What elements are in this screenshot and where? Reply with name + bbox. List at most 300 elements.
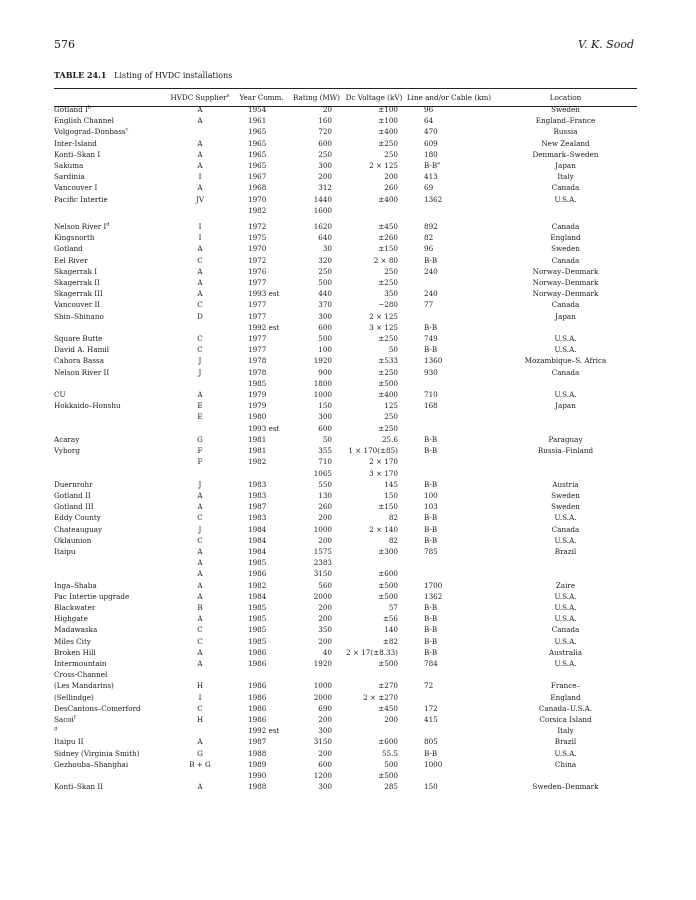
cell-voltage bbox=[344, 149, 404, 160]
cell-rating bbox=[289, 512, 344, 523]
cell-voltage bbox=[344, 456, 404, 467]
cell-location bbox=[494, 205, 637, 216]
year-value: 1985 bbox=[248, 378, 267, 388]
location-value: Italy bbox=[557, 172, 574, 182]
cell-year bbox=[234, 692, 289, 703]
cell-voltage bbox=[344, 182, 404, 193]
voltage-value: ±450 bbox=[378, 703, 398, 713]
year-value: 1984 bbox=[248, 524, 267, 534]
line-value: 609 bbox=[424, 138, 438, 148]
cell-location bbox=[494, 669, 637, 680]
location-value: China bbox=[554, 759, 577, 769]
voltage-value: 140 bbox=[384, 625, 398, 635]
cell-name bbox=[54, 288, 166, 299]
voltage-value: ±500 bbox=[378, 770, 398, 780]
table-row bbox=[54, 501, 637, 512]
cell-location bbox=[494, 624, 637, 635]
line-value: 96 bbox=[424, 105, 434, 114]
cell-rating bbox=[289, 524, 344, 535]
year-value: 1986 bbox=[248, 681, 267, 691]
year-value: 1979 bbox=[248, 401, 267, 411]
voltage-value: 250 bbox=[384, 149, 398, 159]
installation-name: Kingsnorth bbox=[54, 233, 95, 243]
rating-value: 690 bbox=[318, 703, 332, 713]
cell-supplier bbox=[166, 126, 234, 137]
footnote-marker: b bbox=[87, 104, 92, 111]
line-value: B-B bbox=[424, 161, 438, 171]
rating-value: 2000 bbox=[313, 591, 332, 601]
line-value: 1360 bbox=[424, 356, 443, 366]
supplier-value: A bbox=[197, 138, 203, 148]
table-row bbox=[54, 194, 637, 205]
cell-year bbox=[234, 149, 289, 160]
rating-value: 320 bbox=[318, 255, 332, 265]
cell-voltage bbox=[344, 138, 404, 149]
location-value: England–France bbox=[535, 116, 596, 126]
cell-location bbox=[494, 736, 637, 747]
installation-name: Miles City bbox=[54, 636, 91, 646]
cell-voltage bbox=[344, 591, 404, 602]
year-value: 1984 bbox=[248, 546, 267, 556]
installation-name: Nelson River I bbox=[54, 222, 107, 232]
cell-name bbox=[54, 149, 166, 160]
line-value: B-B bbox=[424, 479, 438, 489]
table-caption-label: TABLE 24.1 bbox=[54, 70, 107, 80]
cell-supplier bbox=[166, 613, 234, 624]
voltage-value: ±400 bbox=[378, 194, 398, 204]
cell-rating bbox=[289, 138, 344, 149]
voltage-value: 2 × 140 bbox=[369, 524, 398, 534]
voltage-value: 500 bbox=[384, 759, 398, 769]
voltage-value: 250 bbox=[384, 266, 398, 276]
year-value: 1978 bbox=[248, 367, 267, 377]
cell-year bbox=[234, 456, 289, 467]
cell-voltage bbox=[344, 613, 404, 624]
cell-year bbox=[234, 400, 289, 411]
cell-voltage bbox=[344, 636, 404, 647]
supplier-value: A bbox=[197, 390, 203, 400]
voltage-value: ±500 bbox=[378, 658, 398, 668]
cell-line bbox=[404, 288, 494, 299]
voltage-value: ±260 bbox=[378, 233, 398, 243]
cell-year bbox=[234, 288, 289, 299]
installation-name: Sacoi bbox=[54, 714, 74, 724]
cell-rating bbox=[289, 355, 344, 366]
cell-supplier bbox=[166, 781, 234, 792]
line-value: 150 bbox=[424, 782, 438, 792]
year-value: 1983 bbox=[248, 479, 267, 489]
cell-voltage bbox=[344, 557, 404, 568]
cell-rating bbox=[289, 636, 344, 647]
installation-name: Vancouver I bbox=[54, 183, 98, 193]
installation-name: Cahora Bassa bbox=[54, 356, 104, 366]
location-value: Sweden–Denmark bbox=[532, 782, 599, 792]
cell-voltage bbox=[344, 126, 404, 137]
year-value: 1988 bbox=[248, 748, 267, 758]
cell-rating bbox=[289, 115, 344, 126]
voltage-value: 3 × 170 bbox=[369, 468, 398, 478]
line-value: 413 bbox=[424, 172, 438, 182]
cell-rating bbox=[289, 736, 344, 747]
installation-name: Blackwater bbox=[54, 602, 96, 612]
table-top-rule bbox=[54, 88, 637, 89]
cell-supplier bbox=[166, 205, 234, 216]
cell-year bbox=[234, 434, 289, 445]
cell-year bbox=[234, 725, 289, 736]
year-value: 1984 bbox=[248, 591, 267, 601]
cell-rating bbox=[289, 182, 344, 193]
table-row bbox=[54, 669, 637, 680]
cell-location bbox=[494, 243, 637, 254]
supplier-value: H bbox=[196, 714, 204, 724]
year-value: 1986 bbox=[248, 569, 267, 579]
table-row bbox=[54, 748, 637, 759]
year-value: 1986 bbox=[248, 703, 267, 713]
cell-supplier bbox=[166, 434, 234, 445]
cell-line bbox=[404, 546, 494, 557]
rating-value: 355 bbox=[318, 446, 332, 456]
cell-year bbox=[234, 311, 289, 322]
line-value: 72 bbox=[424, 681, 434, 691]
cell-line bbox=[404, 501, 494, 512]
cell-voltage bbox=[344, 243, 404, 254]
supplier-value: A bbox=[197, 105, 203, 114]
cell-line bbox=[404, 243, 494, 254]
supplier-value: A bbox=[197, 558, 203, 568]
rating-value: 200 bbox=[318, 513, 332, 523]
supplier-value: J bbox=[198, 479, 202, 489]
table-row bbox=[54, 389, 637, 400]
cell-supplier bbox=[166, 714, 234, 725]
year-value: 1988 bbox=[248, 782, 267, 792]
cell-location bbox=[494, 182, 637, 193]
supplier-value: C bbox=[197, 255, 203, 265]
cell-line bbox=[404, 400, 494, 411]
cell-supplier bbox=[166, 232, 234, 243]
cell-voltage bbox=[344, 703, 404, 714]
cell-year bbox=[234, 266, 289, 277]
table-row bbox=[54, 221, 637, 232]
table-row bbox=[54, 182, 637, 193]
cell-line bbox=[404, 703, 494, 714]
location-value: Canada bbox=[551, 300, 580, 310]
installation-name: CU bbox=[54, 390, 66, 400]
location-value: Zaire bbox=[555, 580, 576, 590]
supplier-value: A bbox=[197, 737, 203, 747]
cell-rating bbox=[289, 770, 344, 781]
rating-value: 200 bbox=[318, 614, 332, 624]
year-value: 1983 bbox=[248, 513, 267, 523]
cell-supplier bbox=[166, 490, 234, 501]
cell-voltage bbox=[344, 501, 404, 512]
cell-voltage bbox=[344, 355, 404, 366]
year-value: 1961 bbox=[248, 116, 267, 126]
cell-year bbox=[234, 232, 289, 243]
cell-rating bbox=[289, 445, 344, 456]
cell-voltage bbox=[344, 602, 404, 613]
cell-location bbox=[494, 680, 637, 691]
cell-year bbox=[234, 344, 289, 355]
cell-year bbox=[234, 299, 289, 310]
voltage-value: 82 bbox=[388, 513, 398, 523]
installation-name: Sakuma bbox=[54, 161, 84, 171]
cell-rating bbox=[289, 126, 344, 137]
cell-line bbox=[404, 333, 494, 344]
location-value: Corsica Island bbox=[539, 714, 592, 724]
cell-supplier bbox=[166, 423, 234, 434]
cell-name bbox=[54, 669, 166, 680]
cell-supplier bbox=[166, 266, 234, 277]
line-value: B-B bbox=[424, 322, 438, 332]
table-row bbox=[54, 288, 637, 299]
year-value: 1976 bbox=[248, 266, 267, 276]
cell-line bbox=[404, 434, 494, 445]
table-header-row bbox=[54, 90, 637, 104]
table-row bbox=[54, 613, 637, 624]
cell-rating bbox=[289, 501, 344, 512]
cell-voltage bbox=[344, 171, 404, 182]
cell-location bbox=[494, 714, 637, 725]
voltage-value: ±400 bbox=[378, 390, 398, 400]
line-value: 82 bbox=[424, 233, 434, 243]
cell-line bbox=[404, 367, 494, 378]
cell-name bbox=[54, 344, 166, 355]
rating-value: 160 bbox=[318, 116, 332, 126]
cell-location bbox=[494, 333, 637, 344]
cell-line bbox=[404, 311, 494, 322]
cell-year bbox=[234, 580, 289, 591]
installation-name: Pacific Intertie bbox=[54, 194, 108, 204]
year-value: 1990 bbox=[248, 770, 267, 780]
voltage-value: ±500 bbox=[378, 591, 398, 601]
cell-year bbox=[234, 669, 289, 680]
cell-name bbox=[54, 434, 166, 445]
cell-supplier bbox=[166, 400, 234, 411]
cell-location bbox=[494, 277, 637, 288]
cell-year bbox=[234, 367, 289, 378]
table-row bbox=[54, 126, 637, 137]
cell-location bbox=[494, 658, 637, 669]
cell-voltage bbox=[344, 288, 404, 299]
cell-location bbox=[494, 322, 637, 333]
rating-value: 720 bbox=[318, 127, 332, 137]
cell-voltage bbox=[344, 736, 404, 747]
cell-voltage bbox=[344, 524, 404, 535]
cell-supplier bbox=[166, 546, 234, 557]
table-row bbox=[54, 171, 637, 182]
cell-line bbox=[404, 445, 494, 456]
year-value: 1967 bbox=[248, 172, 267, 182]
header-rating: Rating (MW) bbox=[293, 92, 340, 102]
cell-supplier bbox=[166, 759, 234, 770]
cell-rating bbox=[289, 104, 344, 115]
rating-value: 3150 bbox=[313, 737, 332, 747]
cell-rating bbox=[289, 557, 344, 568]
cell-name bbox=[54, 580, 166, 591]
supplier-value: A bbox=[197, 658, 203, 668]
location-value: Italy bbox=[557, 726, 574, 736]
cell-supplier bbox=[166, 770, 234, 781]
table-row bbox=[54, 759, 637, 770]
cell-location bbox=[494, 138, 637, 149]
cell-location bbox=[494, 171, 637, 182]
cell-name bbox=[54, 277, 166, 288]
voltage-value: ±250 bbox=[378, 423, 398, 433]
cell-rating bbox=[289, 624, 344, 635]
cell-location bbox=[494, 115, 637, 126]
voltage-value: ±600 bbox=[378, 737, 398, 747]
rating-value: 200 bbox=[318, 172, 332, 182]
line-value: 64 bbox=[424, 116, 434, 126]
cell-supplier bbox=[166, 524, 234, 535]
installation-name: Gezhouba–Shanghai bbox=[54, 759, 129, 769]
table-row bbox=[54, 658, 637, 669]
header-location: Location bbox=[549, 92, 582, 102]
cell-supplier bbox=[166, 367, 234, 378]
table-row bbox=[54, 423, 637, 434]
voltage-value: 2 × 125 bbox=[369, 311, 398, 321]
supplier-value: A bbox=[197, 116, 203, 126]
cell-year bbox=[234, 703, 289, 714]
line-value: 100 bbox=[424, 490, 438, 500]
voltage-value: −280 bbox=[378, 300, 398, 310]
voltage-value: ±250 bbox=[378, 334, 398, 344]
cell-voltage bbox=[344, 445, 404, 456]
location-value: Japan bbox=[555, 401, 576, 411]
cell-voltage bbox=[344, 568, 404, 579]
cell-voltage bbox=[344, 725, 404, 736]
table-row bbox=[54, 647, 637, 658]
cell-name bbox=[54, 355, 166, 366]
year-value: 1977 bbox=[248, 345, 267, 355]
line-value: B-B bbox=[424, 647, 438, 657]
cell-rating bbox=[289, 456, 344, 467]
cell-year bbox=[234, 613, 289, 624]
supplier-value: C bbox=[197, 300, 203, 310]
rating-value: 40 bbox=[322, 647, 332, 657]
cell-line bbox=[404, 580, 494, 591]
installation-name: Oklaunion bbox=[54, 535, 92, 545]
location-value: Mozambique–S. Africa bbox=[524, 356, 607, 366]
year-value: 1985 bbox=[248, 558, 267, 568]
cell-year bbox=[234, 138, 289, 149]
cell-year bbox=[234, 546, 289, 557]
installation-name: Sidney (Virginia Smith) bbox=[54, 748, 140, 758]
cell-line bbox=[404, 104, 494, 115]
cell-supplier bbox=[166, 355, 234, 366]
rating-value: 250 bbox=[318, 266, 332, 276]
installation-name: Inga–Shaba bbox=[54, 580, 97, 590]
cell-name bbox=[54, 736, 166, 747]
cell-year bbox=[234, 194, 289, 205]
cell-supplier bbox=[166, 748, 234, 759]
location-value: Brazil bbox=[554, 546, 577, 556]
cell-line bbox=[404, 602, 494, 613]
cell-location bbox=[494, 232, 637, 243]
cell-supplier bbox=[166, 322, 234, 333]
cell-year bbox=[234, 524, 289, 535]
year-value: 1978 bbox=[248, 356, 267, 366]
cell-year bbox=[234, 205, 289, 216]
supplier-value: C bbox=[197, 345, 203, 355]
year-value: 1977 bbox=[248, 334, 267, 344]
cell-voltage bbox=[344, 104, 404, 115]
cell-year bbox=[234, 568, 289, 579]
rating-value: 300 bbox=[318, 726, 332, 736]
cell-voltage bbox=[344, 322, 404, 333]
location-value: U.S.A. bbox=[554, 748, 577, 758]
cell-line bbox=[404, 344, 494, 355]
supplier-value: J bbox=[198, 524, 202, 534]
cell-line bbox=[404, 232, 494, 243]
voltage-value: 250 bbox=[384, 412, 398, 422]
cell-supplier bbox=[166, 557, 234, 568]
cell-year bbox=[234, 243, 289, 254]
cell-year bbox=[234, 512, 289, 523]
rating-value: 1600 bbox=[313, 205, 332, 215]
year-value: 1965 bbox=[248, 138, 267, 148]
voltage-value: 57 bbox=[388, 602, 398, 612]
voltage-value: ±250 bbox=[378, 278, 398, 288]
cell-location bbox=[494, 636, 637, 647]
cell-name bbox=[54, 781, 166, 792]
cell-rating bbox=[289, 434, 344, 445]
table-row bbox=[54, 299, 637, 310]
table-row bbox=[54, 512, 637, 523]
year-value: 1977 bbox=[248, 311, 267, 321]
installation-name: Skagerrak I bbox=[54, 266, 98, 276]
voltage-value: 200 bbox=[384, 714, 398, 724]
cell-name bbox=[54, 266, 166, 277]
cell-voltage bbox=[344, 221, 404, 232]
installation-name: Hokkaido–Honshu bbox=[54, 401, 121, 411]
cell-year bbox=[234, 182, 289, 193]
cell-name bbox=[54, 624, 166, 635]
installation-name: Square Butte bbox=[54, 334, 103, 344]
rating-value: 2000 bbox=[313, 692, 332, 702]
voltage-value: ±250 bbox=[378, 367, 398, 377]
line-value: 784 bbox=[424, 658, 438, 668]
supplier-value: A bbox=[197, 546, 203, 556]
cell-rating bbox=[289, 367, 344, 378]
rating-value: 500 bbox=[318, 278, 332, 288]
voltage-value: ±450 bbox=[378, 222, 398, 232]
supplier-value: I bbox=[198, 233, 202, 243]
cell-voltage bbox=[344, 232, 404, 243]
table-row bbox=[54, 568, 637, 579]
supplier-value: B bbox=[197, 602, 203, 612]
header-supplier: HVDC Supplier$^a$ bbox=[170, 92, 230, 102]
footnote-marker: d bbox=[106, 221, 110, 228]
cell-supplier bbox=[166, 669, 234, 680]
cell-name bbox=[54, 535, 166, 546]
cell-rating bbox=[289, 647, 344, 658]
cell-rating bbox=[289, 255, 344, 266]
cell-line bbox=[404, 411, 494, 422]
rating-value: 370 bbox=[318, 300, 332, 310]
cell-supplier bbox=[166, 736, 234, 747]
year-value: 1986 bbox=[248, 658, 267, 668]
cell-location bbox=[494, 344, 637, 355]
cell-location bbox=[494, 524, 637, 535]
cell-line bbox=[404, 748, 494, 759]
cell-voltage bbox=[344, 748, 404, 759]
cell-voltage bbox=[344, 266, 404, 277]
year-value: 1985 bbox=[248, 602, 267, 612]
rating-value: 50 bbox=[322, 434, 332, 444]
rating-value: 300 bbox=[318, 782, 332, 792]
cell-year bbox=[234, 104, 289, 115]
